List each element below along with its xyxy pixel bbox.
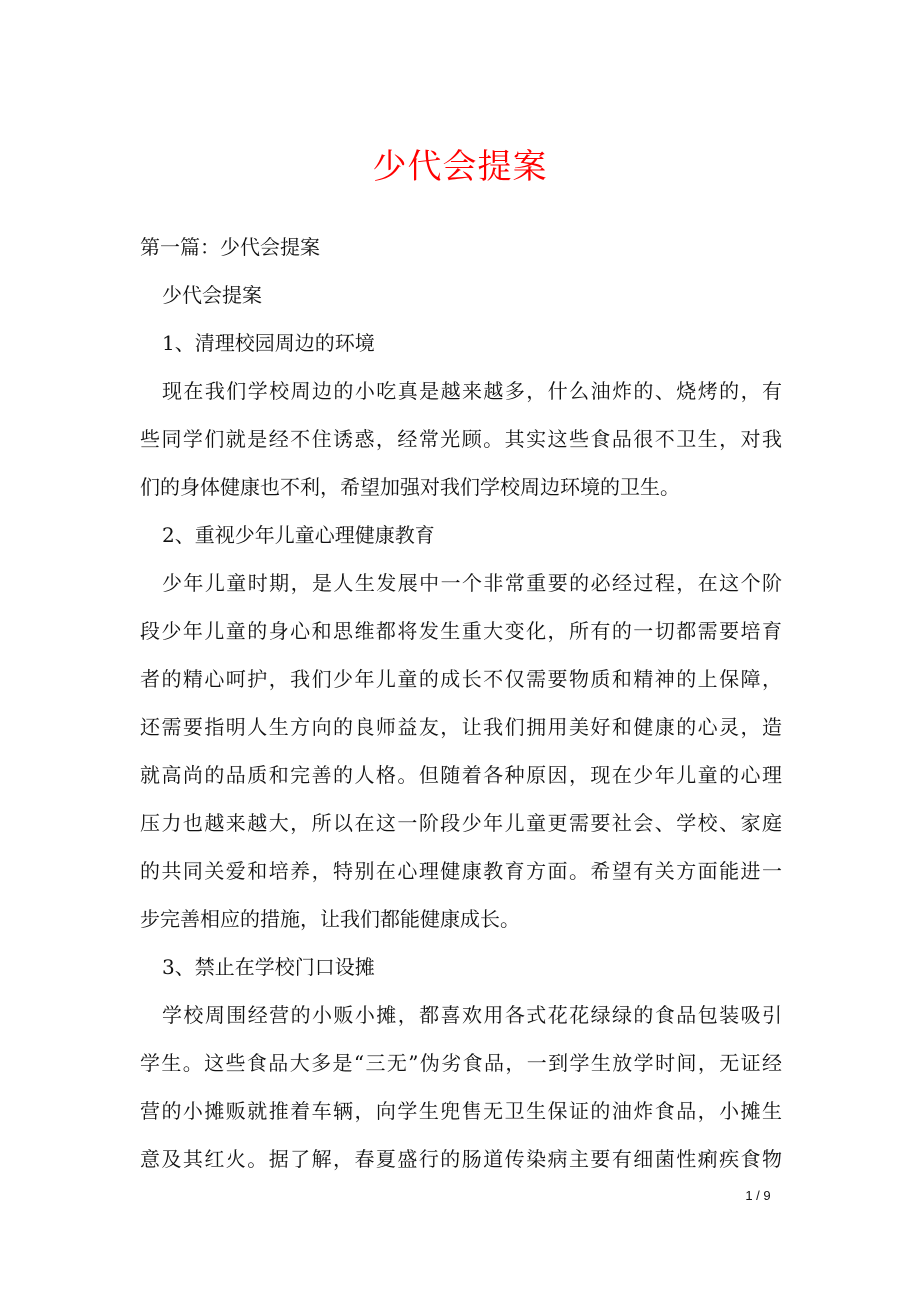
paragraph-line: 就高尚的品质和完善的人格。但随着各种原因，现在少年儿童的心理: [140, 763, 782, 787]
document-body: [140, 223, 782, 1183]
subtitle: 少代会提案: [162, 283, 262, 307]
paragraph-line: 们的身体健康也不利，希望加强对我们学校周边环境的卫生。: [140, 475, 680, 499]
paragraph-line: 现在我们学校周边的小吃真是越来越多，什么油炸的、烧烤的，有: [162, 379, 782, 403]
paragraph-line: 学校周围经营的小贩小摊，都喜欢用各式花花绿绿的食品包装吸引: [162, 1003, 782, 1027]
paragraph-line: 些同学们就是经不住诱惑，经常光顾。其实这些食品很不卫生，对我: [140, 427, 782, 451]
proposal-heading-3: 3、禁止在学校门口设摊: [162, 955, 375, 979]
paragraph-line: 段少年儿童的身心和思维都将发生重大变化，所有的一切都需要培育: [140, 619, 782, 643]
paragraph-line: 步完善相应的措施，让我们都能健康成长。: [140, 907, 520, 931]
page-number: 1 / 9: [745, 1188, 771, 1203]
paragraph-line: 的共同关爱和培养，特别在心理健康教育方面。希望有关方面能进一: [140, 859, 782, 883]
paragraph-line: 者的精心呵护，我们少年儿童的成长不仅需要物质和精神的上保障，: [140, 667, 782, 691]
paragraph-line: 营的小摊贩就推着车辆，向学生兜售无卫生保证的油炸食品，小摊生: [140, 1099, 782, 1123]
document-title: 少代会提案: [372, 147, 548, 187]
paragraph-line: 压力也越来越大，所以在这一阶段少年儿童更需要社会、学校、家庭: [140, 811, 782, 835]
paragraph-line: 少年儿童时期，是人生发展中一个非常重要的必经过程，在这个阶: [162, 571, 782, 595]
proposal-heading-2: 2、重视少年儿童心理健康教育: [162, 523, 435, 547]
section-heading: 第一篇：少代会提案: [140, 235, 320, 259]
paragraph-line: 学生。这些食品大多是“三无”伪劣食品，一到学生放学时间，无证经: [140, 1051, 782, 1075]
paragraph-line: 还需要指明人生方向的良师益友，让我们拥用美好和健康的心灵，造: [140, 715, 782, 739]
proposal-heading-1: 1、清理校园周边的环境: [162, 331, 375, 355]
paragraph-line: 意及其红火。据了解，春夏盛行的肠道传染病主要有细菌性痢疾食物: [140, 1147, 782, 1171]
